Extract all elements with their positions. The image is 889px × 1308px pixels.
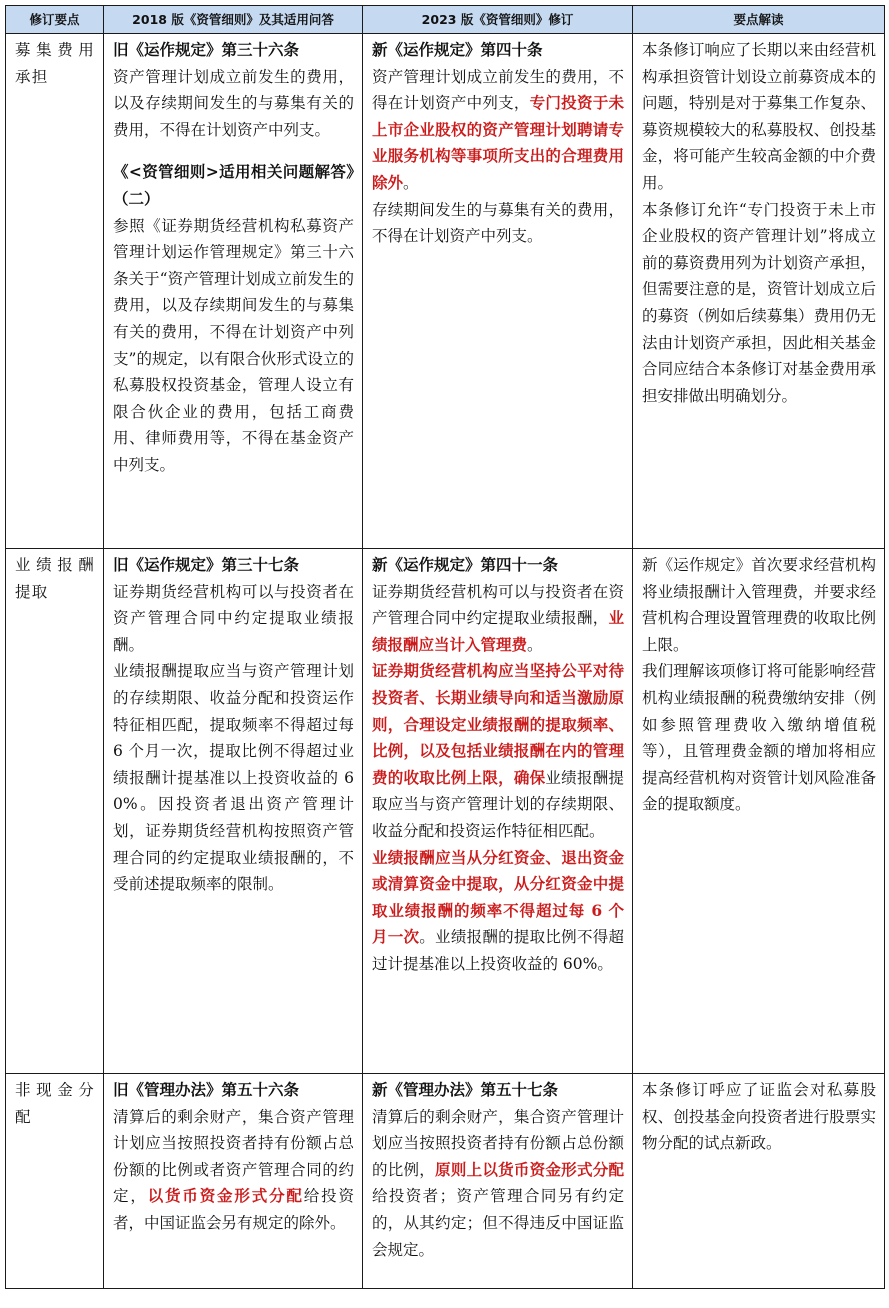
new-rule-text-end: 给投资者；资产管理合同另有约定的，从其约定；但不得违反中国证监会规定。 [372, 1187, 624, 1259]
new-rule-text [372, 579, 624, 659]
new-rule-text-plain: 清算后的剩余财产，集合资产管理计划应当按照投资者持有份额占总份额的比例， [372, 1107, 624, 1179]
header-revision-point: 修订要点 [6, 6, 104, 34]
interpretation-text: 本条修订呼应了证监会对私募股权、创投基金向投资者进行股票实物分配的试点新政。 [642, 1081, 876, 1153]
revision-point-cell: 非现金分配 [6, 1074, 104, 1289]
qa-text: 参照《证券期货经营机构私募资产管理计划运作管理规定》第三十六条关于“资产管理计划成立前发生的费用，以及存续期间发生的与募集有关的费用，不得在计划资产中列支”的规定，以有限合伙形式设立的私募股权投资基金，管理人设立有限合伙企业的费用，包括工商费用、律师费用等，不得在基金资产中列支。 [113, 216, 354, 474]
table-row [6, 1074, 885, 1289]
new-rule-text-end: 。 [527, 635, 543, 654]
table-row [6, 34, 885, 549]
interpretation-text: 新《运作规定》首次要求经营机构将业绩报酬计入管理费，并要求经营机构合理设置管理费的收取比例上限。 [642, 556, 876, 654]
header-row [6, 6, 885, 34]
new-rule-cell [363, 1074, 633, 1289]
old-rule-highlight: 以货币资金形式分配 [147, 1186, 304, 1206]
interpretation-cell [633, 34, 885, 549]
new-rule-title: 新《运作规定》第四十条 [372, 40, 543, 59]
revision-point-cell: 募集费用承担 [6, 34, 104, 549]
interpretation-text-2: 我们理解该项修订将可能影响经营机构业绩报酬的税费缴纳安排（例如参照管理费收入缴纳增值税等），且管理费金额的增加将相应提高经营机构对资管计划风险准备金的提取额度。 [642, 662, 876, 814]
old-rule-title: 旧《运作规定》第三十六条 [113, 40, 300, 59]
spacer [113, 143, 354, 159]
new-rule-text-2: 存续期间发生的与募集有关的费用，不得在计划资产中列支。 [372, 200, 624, 246]
revision-point-cell: 业绩报酬提取 [6, 549, 104, 1074]
comparison-table [5, 5, 885, 1289]
new-rule-highlight: 原则上以货币资金形式分配 [435, 1159, 624, 1179]
new-rule-title: 新《管理办法》第五十七条 [372, 1080, 559, 1099]
new-rule-highlight-3: 业绩报酬应当从分红资金、退出资金或清算资金中提取，从分红资金中提取业绩报酬的频率不得超过每 6 个月一次 [372, 847, 624, 947]
interpretation-text: 本条修订响应了长期以来由经营机构承担资管计划设立前募资成本的问题，特别是对于募集工作复杂、募资规模较大的私募股权、创投基金，将可能产生较高金额的中介费用。 [642, 41, 876, 192]
new-rule-highlight-2: 证券期货经营机构应当坚持公平对待投资者、长期业绩导向和适当激励原则，合理设定业绩报酬的提取频率、比例，以及包括业绩报酬在内的管理费的收取比例上限，确保 [372, 661, 624, 787]
old-rule-text [113, 1104, 354, 1237]
old-rule-title: 旧《管理办法》第五十六条 [113, 1080, 300, 1099]
new-rule-text-plain: 资产管理计划成立前发生的费用，不得在计划资产中列支， [372, 67, 624, 113]
header-2023-version: 2023 版《资管细则》修订 [363, 6, 633, 34]
new-rule-cell [363, 549, 633, 1074]
new-rule-text-plain-3: 。业绩报酬的提取比例不得超过计提基准以上投资收益的 60%。 [372, 928, 624, 973]
old-rule-text: 资产管理计划成立前发生的费用，以及存续期间发生的与募集有关的费用，不得在计划资产中列支。 [113, 67, 354, 139]
new-rule-highlight: 专门投资于未上市企业股权的资产管理计划聘请专业服务机构等事项所支出的合理费用除外 [372, 93, 624, 192]
old-rule-text: 证券期货经营机构可以与投资者在资产管理合同中约定提取业绩报酬。 [113, 582, 354, 654]
old-rule-cell [104, 549, 363, 1074]
old-rule-text-2: 业绩报酬提取应当与资产管理计划的存续期限、收益分配和投资运作特征相匹配，提取频率不得超过每 6 个月一次，提取比例不得超过业绩报酬计提基准以上投资收益的 60%。因投资者退出资产管理计划，证券期货经营机构按照资产管理合同的约定提取业绩报酬的，不受前述提取频率的限制。 [113, 662, 354, 894]
new-rule-text-plain-2: 业绩报酬提取应当与资产管理计划的存续期限、收益分配和投资运作特征相匹配。 [372, 768, 624, 840]
old-rule-cell [104, 1074, 363, 1289]
old-rule-cell [104, 34, 363, 549]
header-2018-version: 2018 版《资管细则》及其适用问答 [104, 6, 363, 34]
interpretation-cell [633, 549, 885, 1074]
interpretation-text-2: 本条修订允许“专门投资于未上市企业股权的资产管理计划”将成立前的募资费用列为计划资产承担，但需要注意的是，资管计划成立后的募资（例如后续募集）费用仍无法由计划资产承担，因此相关基金合同应结合本条修订对基金费用承担安排做出明确划分。 [642, 200, 876, 405]
new-rule-text [372, 1104, 624, 1264]
qa-title: 《<资管细则>适用相关问题解答》（二） [113, 162, 354, 208]
new-rule-cell [363, 34, 633, 549]
new-rule-text-3 [372, 845, 624, 978]
old-rule-text-end: 给投资者，中国证监会另有规定的除外。 [113, 1187, 354, 1232]
interpretation-cell [633, 1074, 885, 1289]
new-rule-text-end: 。 [403, 173, 419, 192]
new-rule-text-plain: 证券期货经营机构可以与投资者在资产管理合同中约定提取业绩报酬， [372, 582, 624, 628]
new-rule-highlight: 业绩报酬应当计入管理费 [372, 608, 624, 654]
new-rule-title: 新《运作规定》第四十一条 [372, 555, 559, 574]
table-row [6, 549, 885, 1074]
header-interpretation: 要点解读 [633, 6, 885, 34]
new-rule-text-2 [372, 658, 624, 844]
old-rule-text-plain: 清算后的剩余财产，集合资产管理计划应当按照投资者持有份额占总份额的比例或者资产管理合同的约定， [113, 1107, 354, 1206]
new-rule-text [372, 64, 624, 197]
old-rule-title: 旧《运作规定》第三十七条 [113, 555, 300, 574]
